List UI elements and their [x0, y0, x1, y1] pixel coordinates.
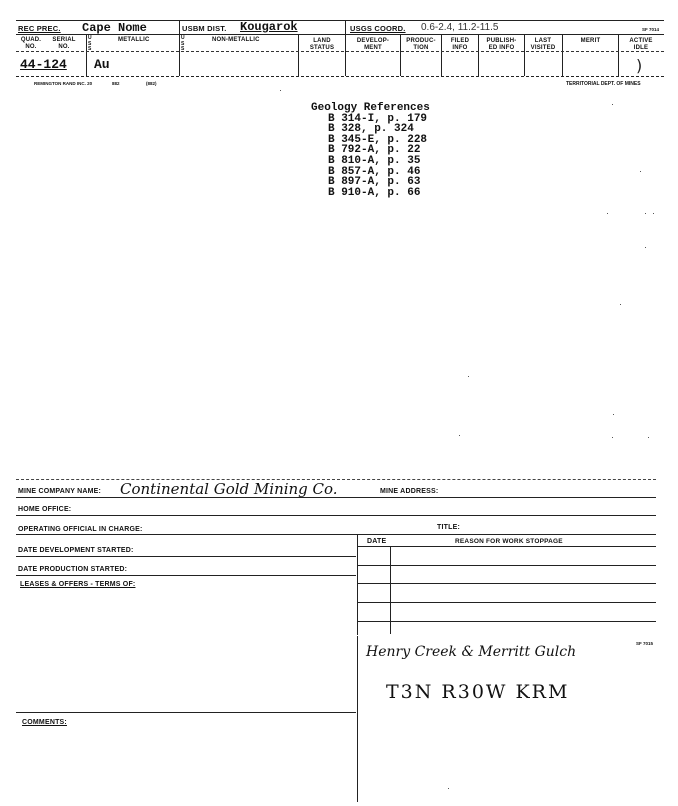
filed-info-label: FILED INFO	[450, 38, 470, 51]
metallic-value: Au	[94, 57, 110, 72]
header-divider	[86, 34, 87, 76]
header-bottom-rule	[16, 76, 664, 77]
serial-no-label: SERIAL NO.	[52, 37, 76, 50]
scan-speck	[648, 437, 649, 438]
header-divider	[441, 34, 442, 76]
scan-speck	[607, 213, 608, 214]
scan-speck	[645, 247, 646, 248]
scan-speck	[653, 213, 654, 214]
header-divider	[298, 34, 299, 76]
operating-official-label: OPERATING OFFICIAL IN CHARGE:	[18, 526, 143, 533]
stoppage-table-divider	[357, 535, 358, 635]
reference-item: B 897-A, p. 63	[328, 176, 421, 189]
date-development-rule	[16, 556, 356, 557]
reference-item: B 345-E, p. 228	[328, 133, 428, 146]
reason-label: REASON FOR WORK STOPPAGE	[455, 538, 563, 545]
territorial-dept-label: TERRITORIAL DEPT. OF MINES	[566, 81, 641, 87]
printer-label: REMINGTON RAND INC. 20	[34, 81, 93, 86]
stoppage-row	[358, 621, 656, 622]
geology-references	[311, 103, 430, 198]
active-idle-label: ACTIVE IDLE	[629, 38, 653, 51]
lower-box-divider	[357, 636, 358, 802]
usgs-left-label: U S S	[88, 35, 92, 52]
scan-speck	[640, 171, 641, 172]
comments-top-rule	[16, 712, 356, 713]
usgs-coord-value: 0.6-2.4, 11.2-11.5	[421, 22, 499, 33]
last-visited-label: LAST VISITED	[530, 38, 556, 51]
active-mark: )	[636, 56, 643, 75]
scan-speck	[448, 788, 449, 789]
reference-item: B 792-A, p. 22	[328, 144, 421, 157]
rec-prec-label: REC PREC.	[18, 24, 61, 33]
scan-speck	[459, 435, 460, 436]
scan-speck	[620, 304, 621, 305]
leases-offers-label: LEASES & OFFERS - TERMS OF:	[20, 581, 136, 588]
date-development-label: DATE DEVELOPMENT STARTED:	[18, 547, 134, 554]
date-production-rule	[16, 575, 356, 576]
scan-speck	[645, 213, 646, 214]
title-label: TITLE:	[437, 524, 460, 531]
metallic-label: METALLIC	[118, 37, 150, 43]
scan-speck	[613, 414, 614, 415]
township-range: T3N R30W KRM	[386, 681, 570, 703]
printer-code: 882	[112, 81, 120, 86]
quad-serial-value: 44-124	[20, 57, 67, 72]
home-office-rule	[16, 515, 656, 516]
stoppage-row	[358, 583, 656, 584]
date-header-rule	[358, 546, 656, 547]
date-label: DATE	[367, 538, 387, 545]
header-divider	[562, 34, 563, 76]
merit-label: MERIT	[580, 38, 601, 44]
reference-item: B 810-A, p. 35	[328, 154, 421, 167]
reference-item: B 910-A, p. 66	[328, 186, 421, 199]
reference-item: B 314-I, p. 179	[328, 112, 428, 125]
reference-item: B 328, p. 324	[328, 123, 414, 136]
comments-label: COMMENTS:	[22, 719, 67, 726]
scan-speck	[612, 104, 613, 105]
quad-no-label: QUAD. NO.	[20, 37, 42, 50]
mine-address-label: MINE ADDRESS:	[380, 488, 439, 495]
header-divider	[400, 34, 401, 76]
usgs-coord-label: USGS COORD.	[350, 24, 406, 33]
header-divider	[345, 20, 346, 76]
form-code-bottom: SF 7015	[636, 641, 654, 646]
scan-speck	[280, 90, 281, 91]
header-divider	[478, 34, 479, 76]
non-metallic-label: NON-METALLIC	[212, 37, 260, 43]
header-divider	[179, 20, 180, 76]
scan-speck	[612, 437, 613, 438]
usbm-dist-value: Kougarok	[240, 20, 298, 34]
development-label: DEVELOP- MENT	[356, 38, 390, 51]
form-code-top: SF 7014	[642, 27, 660, 32]
rec-prec-value: Cape Nome	[82, 21, 147, 35]
stoppage-row	[358, 602, 656, 603]
references-title: Geology References	[311, 102, 430, 114]
mine-company-name-label: MINE COMPANY NAME:	[18, 488, 102, 495]
published-info-label: PUBLISH- ED INFO	[486, 38, 517, 51]
date-production-label: DATE PRODUCTION STARTED:	[18, 566, 128, 573]
reference-item: B 857-A, p. 46	[328, 165, 421, 178]
production-label: PRODUC- TION	[406, 38, 436, 51]
location-description: Henry Creek & Merritt Gulch	[366, 644, 577, 660]
printer-code-paren: (882)	[146, 81, 157, 86]
operating-official-rule	[16, 534, 656, 535]
usbm-dist-label: USBM DIST.	[182, 24, 227, 33]
header-divider	[618, 34, 619, 76]
land-status-label: LAND STATUS	[309, 38, 335, 51]
stoppage-row	[358, 565, 656, 566]
home-office-label: HOME OFFICE:	[18, 506, 72, 513]
usgs-right-label: U S S	[181, 35, 185, 52]
mine-company-name-value: Continental Gold Mining Co.	[120, 480, 338, 498]
scan-speck	[468, 376, 469, 377]
